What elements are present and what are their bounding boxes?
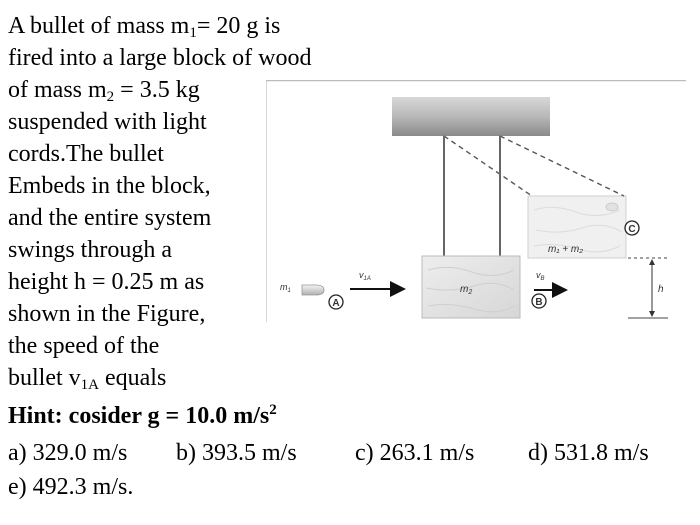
option-e[interactable]: e) 492.3 m/s. — [8, 474, 134, 500]
problem-line-6: Embeds in the block, — [8, 173, 211, 199]
hint: Hint: cosider g = 10.0 $m/s^2$ — [8, 402, 277, 429]
vb-label: $v_B$ — [536, 270, 545, 282]
svg-text:A: A — [332, 298, 340, 309]
problem-line-3: of mass $m_2 = 3.5$ kg — [8, 77, 200, 105]
point-c-marker — [625, 221, 639, 235]
problem-line-4: suspended with light — [8, 109, 207, 135]
option-a[interactable]: a) 329.0 m/s — [8, 440, 128, 466]
figure-svg — [266, 80, 686, 322]
option-c[interactable]: c) 263.1 m/s — [355, 440, 475, 466]
point-b-marker — [532, 294, 546, 308]
v1a-label: $v_{1A}$ — [359, 270, 371, 282]
ceiling-support — [392, 97, 550, 136]
problem-line-1: A bullet of mass $m_1= 20$ g is — [8, 13, 281, 41]
combined-mass-label: m₁ + m₂ — [548, 244, 584, 255]
bullet — [302, 285, 324, 295]
height-label: h — [658, 284, 664, 295]
block-mass-label: $m_2$ — [460, 284, 473, 296]
problem-line-8: swings through a — [8, 237, 172, 263]
point-a-marker — [329, 295, 343, 309]
problem-line-12: bullet $v_{1A}$ equals — [8, 365, 167, 393]
svg-text:B: B — [535, 297, 543, 308]
ballistic-pendulum-figure — [266, 80, 686, 322]
svg-text:C: C — [628, 224, 636, 235]
problem-line-9: height h = 0.25 m as — [8, 269, 205, 295]
problem-line-5: cords.The bullet — [8, 141, 164, 167]
problem-line-7: and the entire system — [8, 205, 212, 231]
problem-line-10: shown in the Figure, — [8, 301, 206, 327]
bullet-mass-label: $m_1$ — [280, 282, 291, 294]
option-b[interactable]: b) 393.5 m/s — [176, 440, 297, 466]
problem-line-11: the speed of the — [8, 333, 160, 359]
option-d[interactable]: d) 531.8 m/s — [528, 440, 649, 466]
problem-line-2: fired into a large block of wood — [8, 45, 312, 71]
wood-block — [422, 256, 520, 318]
